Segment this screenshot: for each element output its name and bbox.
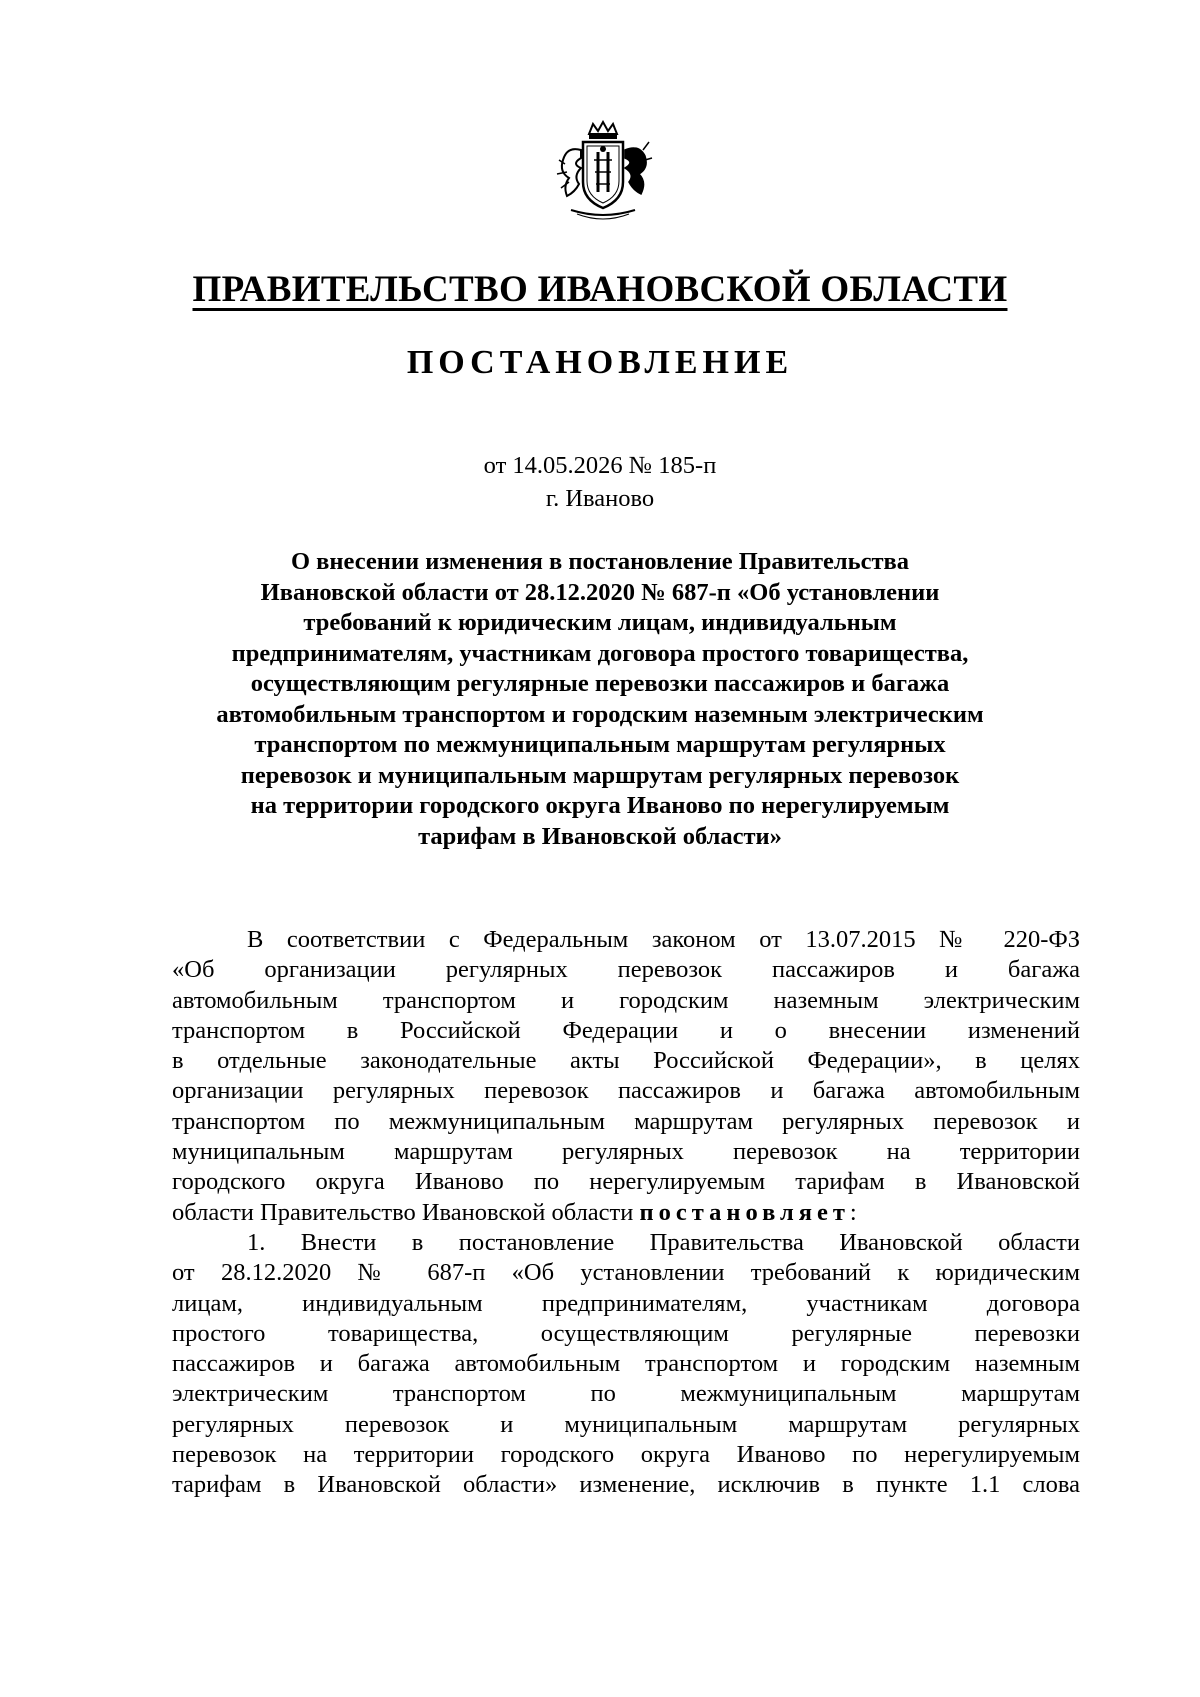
body-line: организации регулярных перевозок пассажиров и багажа автомобильным <box>172 1077 1080 1105</box>
body-line: регулярных перевозок и муниципальным маршрутам регулярных <box>172 1410 1080 1438</box>
subject-line: Ивановской области от 28.12.2020 № 687-п «Об установлении <box>260 578 940 606</box>
colon: : <box>849 1198 857 1226</box>
body-line: «Об организации регулярных перевозок пассажиров и багажа <box>172 956 1080 984</box>
city: г. Иваново <box>545 485 655 512</box>
preamble-final-text: области Правительство Ивановской области <box>172 1198 640 1226</box>
body-line: лицам, индивидуальным предпринимателям, участникам договора <box>172 1289 1080 1317</box>
body-line: пассажиров и багажа автомобильным транспортом и городским наземным <box>172 1350 1080 1378</box>
subject-line: транспортом по межмуниципальным маршрутам регулярных <box>254 731 946 758</box>
government-title: ПРАВИТЕЛЬСТВО ИВАНОВСКОЙ ОБЛАСТИ <box>192 269 1008 310</box>
coat-of-arms-icon <box>553 120 653 224</box>
date-number: от 14.05.2026 № 185-п <box>483 452 717 479</box>
subject-line: осуществляющим регулярные перевозки пассажиров и багажа <box>250 670 950 697</box>
item-1-paragraph <box>172 1228 1080 1501</box>
resolves-keyword: постановляет <box>639 1198 850 1226</box>
body-line: транспортом по межмуниципальным маршрутам регулярных перевозок и <box>172 1107 1080 1135</box>
body-line: В соответствии с Федеральным законом от 13.07.2015 № 220-ФЗ <box>247 926 1080 953</box>
body-line: простого товарищества, осуществляющим регулярные перевозки <box>172 1319 1080 1347</box>
body-line <box>172 1198 1080 1228</box>
body-line: 1. Внести в постановление Правительства Ивановской области <box>247 1228 1080 1256</box>
body-line: городского округа Иваново по нерегулируемым тарифам в Ивановской <box>172 1168 1080 1196</box>
subject-line: на территории городского округа Иваново по нерегулируемым <box>250 792 950 819</box>
subject-line: автомобильным транспортом и городским наземным электрическим <box>216 700 984 728</box>
body-line: тарифам в Ивановской области» изменение, исключив в пункте 1.1 слова <box>172 1471 1080 1499</box>
body-line: в отдельные законодательные акты Российской Федерации», в целях <box>172 1047 1080 1075</box>
document-body <box>172 925 1080 1501</box>
subject-line: требований к юридическим лицам, индивидуальным <box>303 609 897 636</box>
document-type: ПОСТАНОВЛЕНИЕ <box>406 344 794 381</box>
body-line: от 28.12.2020 № 687-п «Об установлении требований к юридическим <box>172 1259 1080 1287</box>
subject-line: перевозок и муниципальным маршрутам регулярных перевозок <box>240 761 960 789</box>
body-line: муниципальным маршрутам регулярных перевозок на территории <box>172 1138 1080 1166</box>
subject-line: тарифам в Ивановской области» <box>418 822 782 850</box>
body-line: перевозок на территории городского округа Иваново по нерегулируемым <box>172 1441 1080 1469</box>
subject-line: предпринимателям, участникам договора простого товарищества, <box>231 639 969 667</box>
preamble-paragraph <box>172 925 1080 1228</box>
subject-line: О внесении изменения в постановление Правительства <box>291 548 909 575</box>
body-line: электрическим транспортом по межмуниципальным маршрутам <box>172 1380 1080 1408</box>
body-line: транспортом в Российской Федерации и о внесении изменений <box>172 1016 1080 1044</box>
body-line: автомобильным транспортом и городским наземным электрическим <box>172 986 1080 1014</box>
resolution-subject <box>165 547 1035 852</box>
